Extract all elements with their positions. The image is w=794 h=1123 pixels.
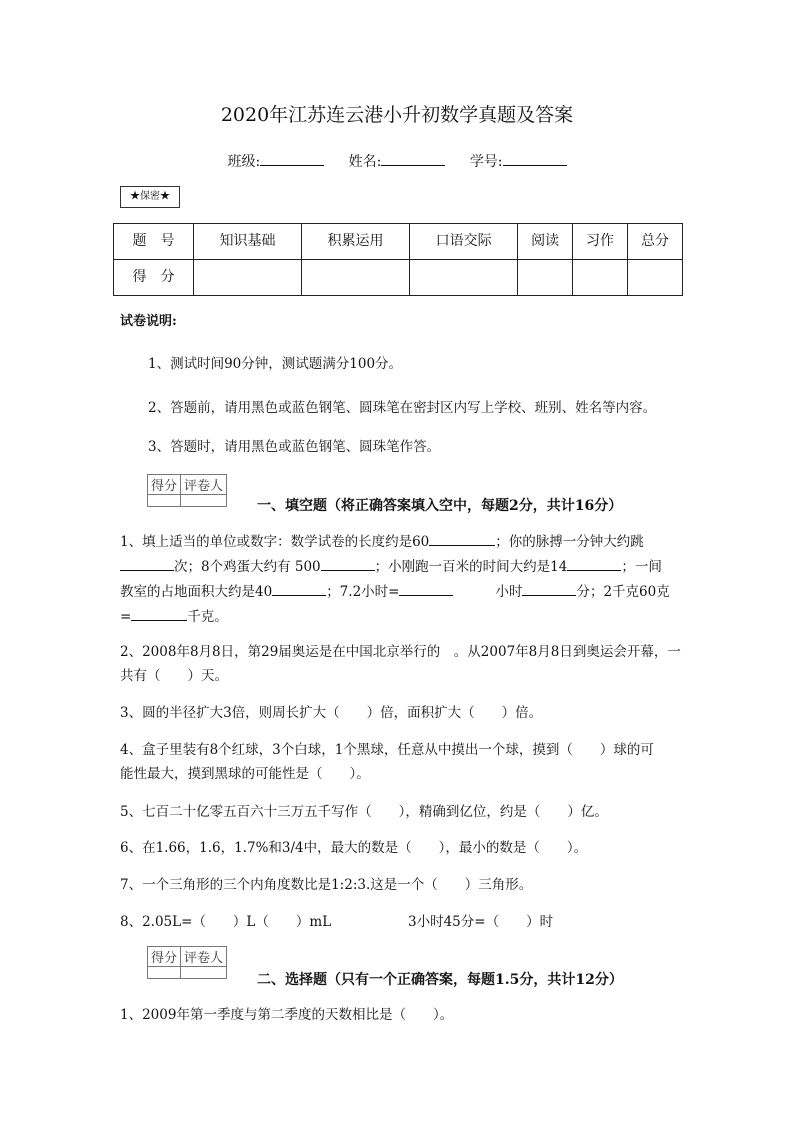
q1-text: = [120, 609, 132, 625]
grader-reviewer-label: 评卷人 [181, 947, 227, 967]
grader-reviewer-cell[interactable] [181, 967, 227, 979]
score-table [113, 223, 683, 296]
class-field[interactable] [227, 154, 324, 170]
q1-line2 [120, 555, 662, 575]
student-id-blank[interactable] [503, 153, 567, 166]
q1-text: 千克。 [187, 609, 228, 625]
score-table-score-row [114, 260, 683, 296]
grader-score-cell[interactable] [148, 967, 181, 979]
grader-box-2 [147, 946, 227, 979]
answer-blank[interactable] [272, 583, 326, 596]
q1-text: 分；2千克60克 [576, 584, 670, 600]
header-cell: 积累运用 [302, 224, 410, 260]
q1-text: 教室的占地面积大约是40 [120, 584, 273, 600]
score-cell[interactable] [573, 260, 628, 296]
score-cell[interactable] [518, 260, 573, 296]
score-table-header-row [114, 224, 683, 260]
confidential-badge: ★保密★ [120, 186, 180, 208]
q7: 7、一个三角形的三个内角度数比是1:2:3.这是一个（ ）三角形。 [120, 877, 533, 893]
grader-score-cell[interactable] [148, 495, 181, 507]
q1-text: 小时 [495, 584, 523, 600]
student-id-field[interactable] [470, 154, 567, 170]
q1-text: ；一间 [621, 559, 662, 575]
q1-text: 1、填上适当的单位或数字：数学试卷的长度约是60 [120, 534, 430, 550]
q4-line2: 能性最大，摸到黑球的可能性是（ ）。 [120, 766, 370, 782]
name-label: 姓名: [348, 154, 382, 170]
student-id-label: 学号: [469, 154, 503, 170]
header-cell: 习作 [573, 224, 628, 260]
q1-text: ；7.2小时= [326, 584, 400, 600]
grader-reviewer-cell[interactable] [181, 495, 227, 507]
header-cell: 题 号 [114, 224, 194, 260]
answer-blank[interactable] [399, 583, 453, 596]
answer-blank[interactable] [567, 558, 621, 571]
q2-line1: 2、2008年8月8日，第29届奥运是在中国北京举行的 。从2007年8月8日到奥运会开幕，一 [120, 644, 681, 660]
notes-heading: 试卷说明: [120, 314, 177, 329]
score-row-label: 得 分 [114, 260, 194, 296]
score-cell[interactable] [194, 260, 302, 296]
answer-blank[interactable] [321, 558, 375, 571]
section2-title: 二、选择题（只有一个正确答案，每题1.5分，共计12分） [257, 972, 623, 988]
grader-score-label: 得分 [148, 947, 181, 967]
name-field[interactable] [349, 154, 446, 170]
name-blank[interactable] [381, 153, 445, 166]
note-item: 2、答题前，请用黑色或蓝色钢笔、圆珠笔在密封区内写上学校、班别、姓名等内容。 [148, 400, 657, 416]
header-cell: 知识基础 [194, 224, 302, 260]
q1-text: ；你的脉搏一分钟大约跳 [495, 534, 644, 550]
q6: 6、在1.66，1.6，1.7%和3/4中，最大的数是（ ），最小的数是（ ）。 [120, 840, 588, 856]
answer-blank[interactable] [429, 533, 495, 546]
class-label: 班级: [227, 154, 261, 170]
answer-blank[interactable] [120, 558, 174, 571]
grader-box [147, 474, 227, 507]
section1-title: 一、填空题（将正确答案填入空中，每题2分，共计16分） [257, 498, 623, 514]
header-cell: 口语交际 [410, 224, 518, 260]
q1-line1 [120, 530, 644, 550]
header-cell: 阅读 [518, 224, 573, 260]
q2-line2: 共有（ ）天。 [120, 668, 228, 684]
q1-line3 [120, 580, 670, 600]
q3: 3、圆的半径扩大3倍，则周长扩大（ ）倍，面积扩大（ ）倍。 [120, 705, 543, 721]
q8-part2: 3小时45分=（ ）时 [408, 914, 554, 930]
score-cell[interactable] [410, 260, 518, 296]
class-blank[interactable] [260, 153, 324, 166]
score-cell[interactable] [628, 260, 683, 296]
note-item: 3、答题时，请用黑色或蓝色钢笔、圆珠笔作答。 [148, 439, 441, 455]
answer-blank[interactable] [131, 608, 187, 621]
score-cell[interactable] [302, 260, 410, 296]
grader-score-label: 得分 [148, 475, 181, 495]
section2-q1: 1、2009年第一季度与第二季度的天数相比是（ ）。 [120, 1007, 454, 1023]
answer-blank[interactable] [522, 583, 576, 596]
q8-part1: 8、2.05L=（ ）L（ ）mL [120, 914, 332, 930]
grader-reviewer-label: 评卷人 [181, 475, 227, 495]
page-title: 2020年江苏连云港小升初数学真题及答案 [220, 104, 574, 126]
q1-text: ；小刚跑一百米的时间大约是14 [374, 559, 568, 575]
q1-line4 [120, 605, 228, 625]
q1-text: 次；8个鸡蛋大约有 500 [174, 559, 321, 575]
q5: 5、七百二十亿零五百六十三万五千写作（ ），精确到亿位，约是（ ）亿。 [120, 804, 608, 820]
note-item: 1、测试时间90分钟，测试题满分100分。 [148, 356, 403, 372]
header-cell: 总分 [628, 224, 683, 260]
student-info [0, 151, 794, 171]
q4-line1: 4、盒子里装有8个红球，3个白球，1个黑球，任意从中摸出一个球，摸到（ ）球的可 [120, 742, 654, 758]
